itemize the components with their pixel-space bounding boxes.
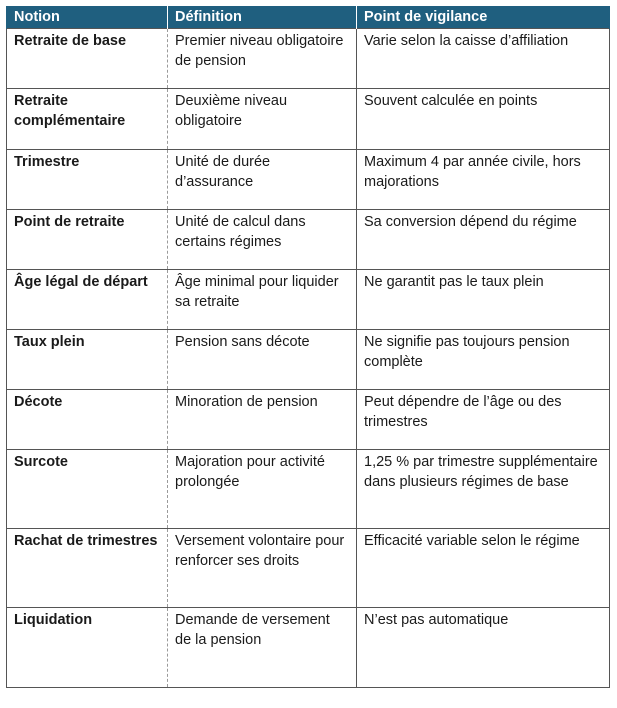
- cell-notion: Taux plein: [7, 330, 168, 390]
- cell-notion: Âge légal de départ: [7, 270, 168, 330]
- cell-definition: Âge minimal pour liquider sa retraite: [168, 270, 357, 330]
- table-row: [7, 450, 610, 529]
- cell-vigilance: Ne garantit pas le taux plein: [357, 270, 610, 330]
- header-notion: Notion: [7, 6, 168, 29]
- cell-definition: Minoration de pension: [168, 390, 357, 450]
- header-vigilance: Point de vigilance: [357, 6, 610, 29]
- cell-vigilance: Maximum 4 par année civile, hors majorations: [357, 150, 610, 210]
- table-row: [7, 89, 610, 150]
- cell-definition: Pension sans décote: [168, 330, 357, 390]
- cell-notion: Rachat de trimestres: [7, 529, 168, 608]
- table-row: [7, 390, 610, 450]
- cell-definition: Majoration pour activité prolongée: [168, 450, 357, 529]
- cell-definition: Premier niveau obligatoire de pension: [168, 29, 357, 89]
- cell-vigilance: Ne signifie pas toujours pension complète: [357, 330, 610, 390]
- table-body: [7, 29, 610, 688]
- header-definition: Définition: [168, 6, 357, 29]
- cell-definition: Deuxième niveau obligatoire: [168, 89, 357, 150]
- cell-notion: Surcote: [7, 450, 168, 529]
- cell-vigilance: 1,25 % par trimestre supplémentaire dans plusieurs régimes de base: [357, 450, 610, 529]
- cell-definition: Demande de versement de la pension: [168, 608, 357, 688]
- table-row: [7, 608, 610, 688]
- cell-vigilance: Varie selon la caisse d’affiliation: [357, 29, 610, 89]
- cell-notion: Décote: [7, 390, 168, 450]
- cell-notion: Point de retraite: [7, 210, 168, 270]
- retirement-glossary-table: [6, 6, 610, 688]
- cell-definition: Unité de durée d’assurance: [168, 150, 357, 210]
- cell-vigilance: N’est pas automatique: [357, 608, 610, 688]
- cell-notion: Retraite complémentaire: [7, 89, 168, 150]
- cell-vigilance: Sa conversion dépend du régime: [357, 210, 610, 270]
- table-row: [7, 270, 610, 330]
- table-row: [7, 29, 610, 89]
- cell-vigilance: Souvent calculée en points: [357, 89, 610, 150]
- cell-notion: Trimestre: [7, 150, 168, 210]
- retirement-glossary-table-container: [6, 6, 609, 688]
- table-row: [7, 529, 610, 608]
- table-row: [7, 330, 610, 390]
- table-header: [7, 6, 610, 29]
- cell-definition: Unité de calcul dans certains régimes: [168, 210, 357, 270]
- cell-notion: Retraite de base: [7, 29, 168, 89]
- table-row: [7, 150, 610, 210]
- cell-notion: Liquidation: [7, 608, 168, 688]
- header-row: [7, 6, 610, 29]
- cell-vigilance: Efficacité variable selon le régime: [357, 529, 610, 608]
- cell-definition: Versement volontaire pour renforcer ses droits: [168, 529, 357, 608]
- cell-vigilance: Peut dépendre de l’âge ou des trimestres: [357, 390, 610, 450]
- table-row: [7, 210, 610, 270]
